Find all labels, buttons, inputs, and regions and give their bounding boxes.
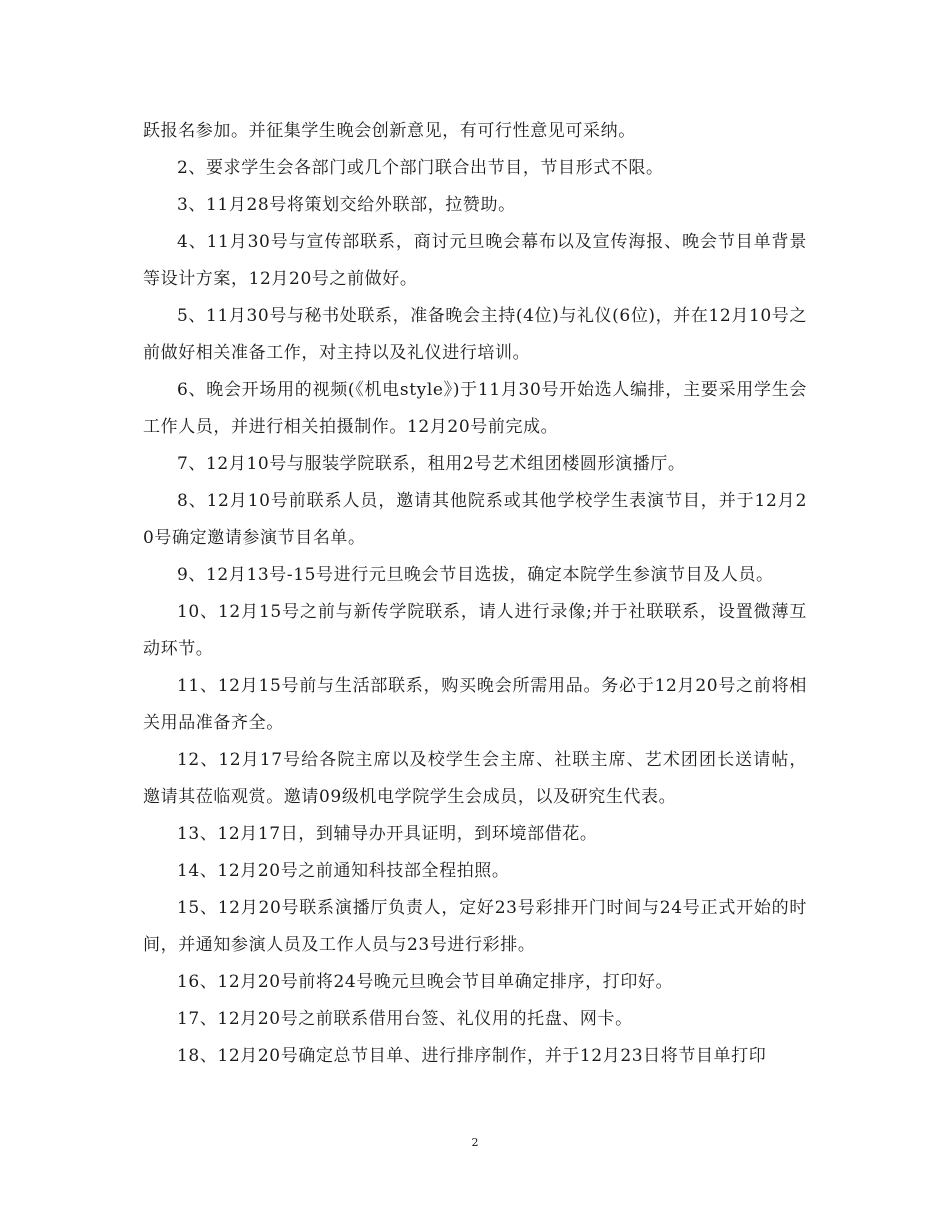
paragraph: 18、12月20号确定总节目单、进行排序制作，并于12月23日将节目单打印 [177,1046,767,1066]
paragraph: 2、要求学生会各部门或几个部门联合出节目，节目形式不限。 [177,158,664,178]
paragraph: 4、11月30号与宣传部联系，商讨元旦晚会幕布以及宣传海报、晚会节目单背景等设计方案，12月20号之前做好。 [143,232,807,289]
paragraph: 17、12月20号之前联系借用台签、礼仪用的托盘、网卡。 [177,1009,633,1029]
paragraph: 15、12月20号联系演播厅负责人，定好23号彩排开门时间与24号正式开始的时间，并通知参演人员及工作人员与23号进行彩排。 [143,898,807,955]
paragraph: 13、12月17日，到辅导办开具证明，到环境部借花。 [177,824,598,844]
document-body [143,113,807,1075]
paragraph: 9、12月13号-15号进行元旦晚会节目选拔，确定本院学生参演节目及人员。 [177,565,774,585]
paragraph: 12、12月17号给各院主席以及校学生会主席、社联主席、艺术团团长送请帖，邀请其莅临观赏。邀请09级机电学院学生会成员，以及研究生代表。 [143,750,807,807]
paragraph: 跃报名参加。并征集学生晚会创新意见，有可行性意见可采纳。 [143,121,636,141]
page-number: 2 [471,1136,479,1149]
paragraph: 11、12月15号前与生活部联系，购买晚会所需用品。务必于12月20号之前将相关用品准备齐全。 [143,676,807,733]
paragraph: 3、11月28号将策划交给外联部，拉赞助。 [177,195,516,215]
paragraph: 7、12月10号与服装学院联系，租用2号艺术组团楼圆形演播厅。 [177,454,686,474]
paragraph: 14、12月20号之前通知科技部全程拍照。 [177,861,510,881]
paragraph: 8、12月10号前联系人员，邀请其他院系或其他学校学生表演节目，并于12月20号确定邀请参演节目名单。 [143,491,807,548]
paragraph: 6、晚会开场用的视频(《机电style》)于11月30号开始选人编排，主要采用学生会工作人员，并进行相关拍摄制作。12月20号前完成。 [143,380,807,437]
paragraph: 10、12月15号之前与新传学院联系，请人进行录像;并于社联联系，设置微薄互动环节。 [143,602,807,659]
paragraph: 16、12月20号前将24号晚元旦晚会节目单确定排序，打印好。 [177,972,674,992]
paragraph: 5、11月30号与秘书处联系，准备晚会主持(4位)与礼仪(6位)，并在12月10号之前做好相关准备工作，对主持以及礼仪进行培训。 [143,306,807,363]
